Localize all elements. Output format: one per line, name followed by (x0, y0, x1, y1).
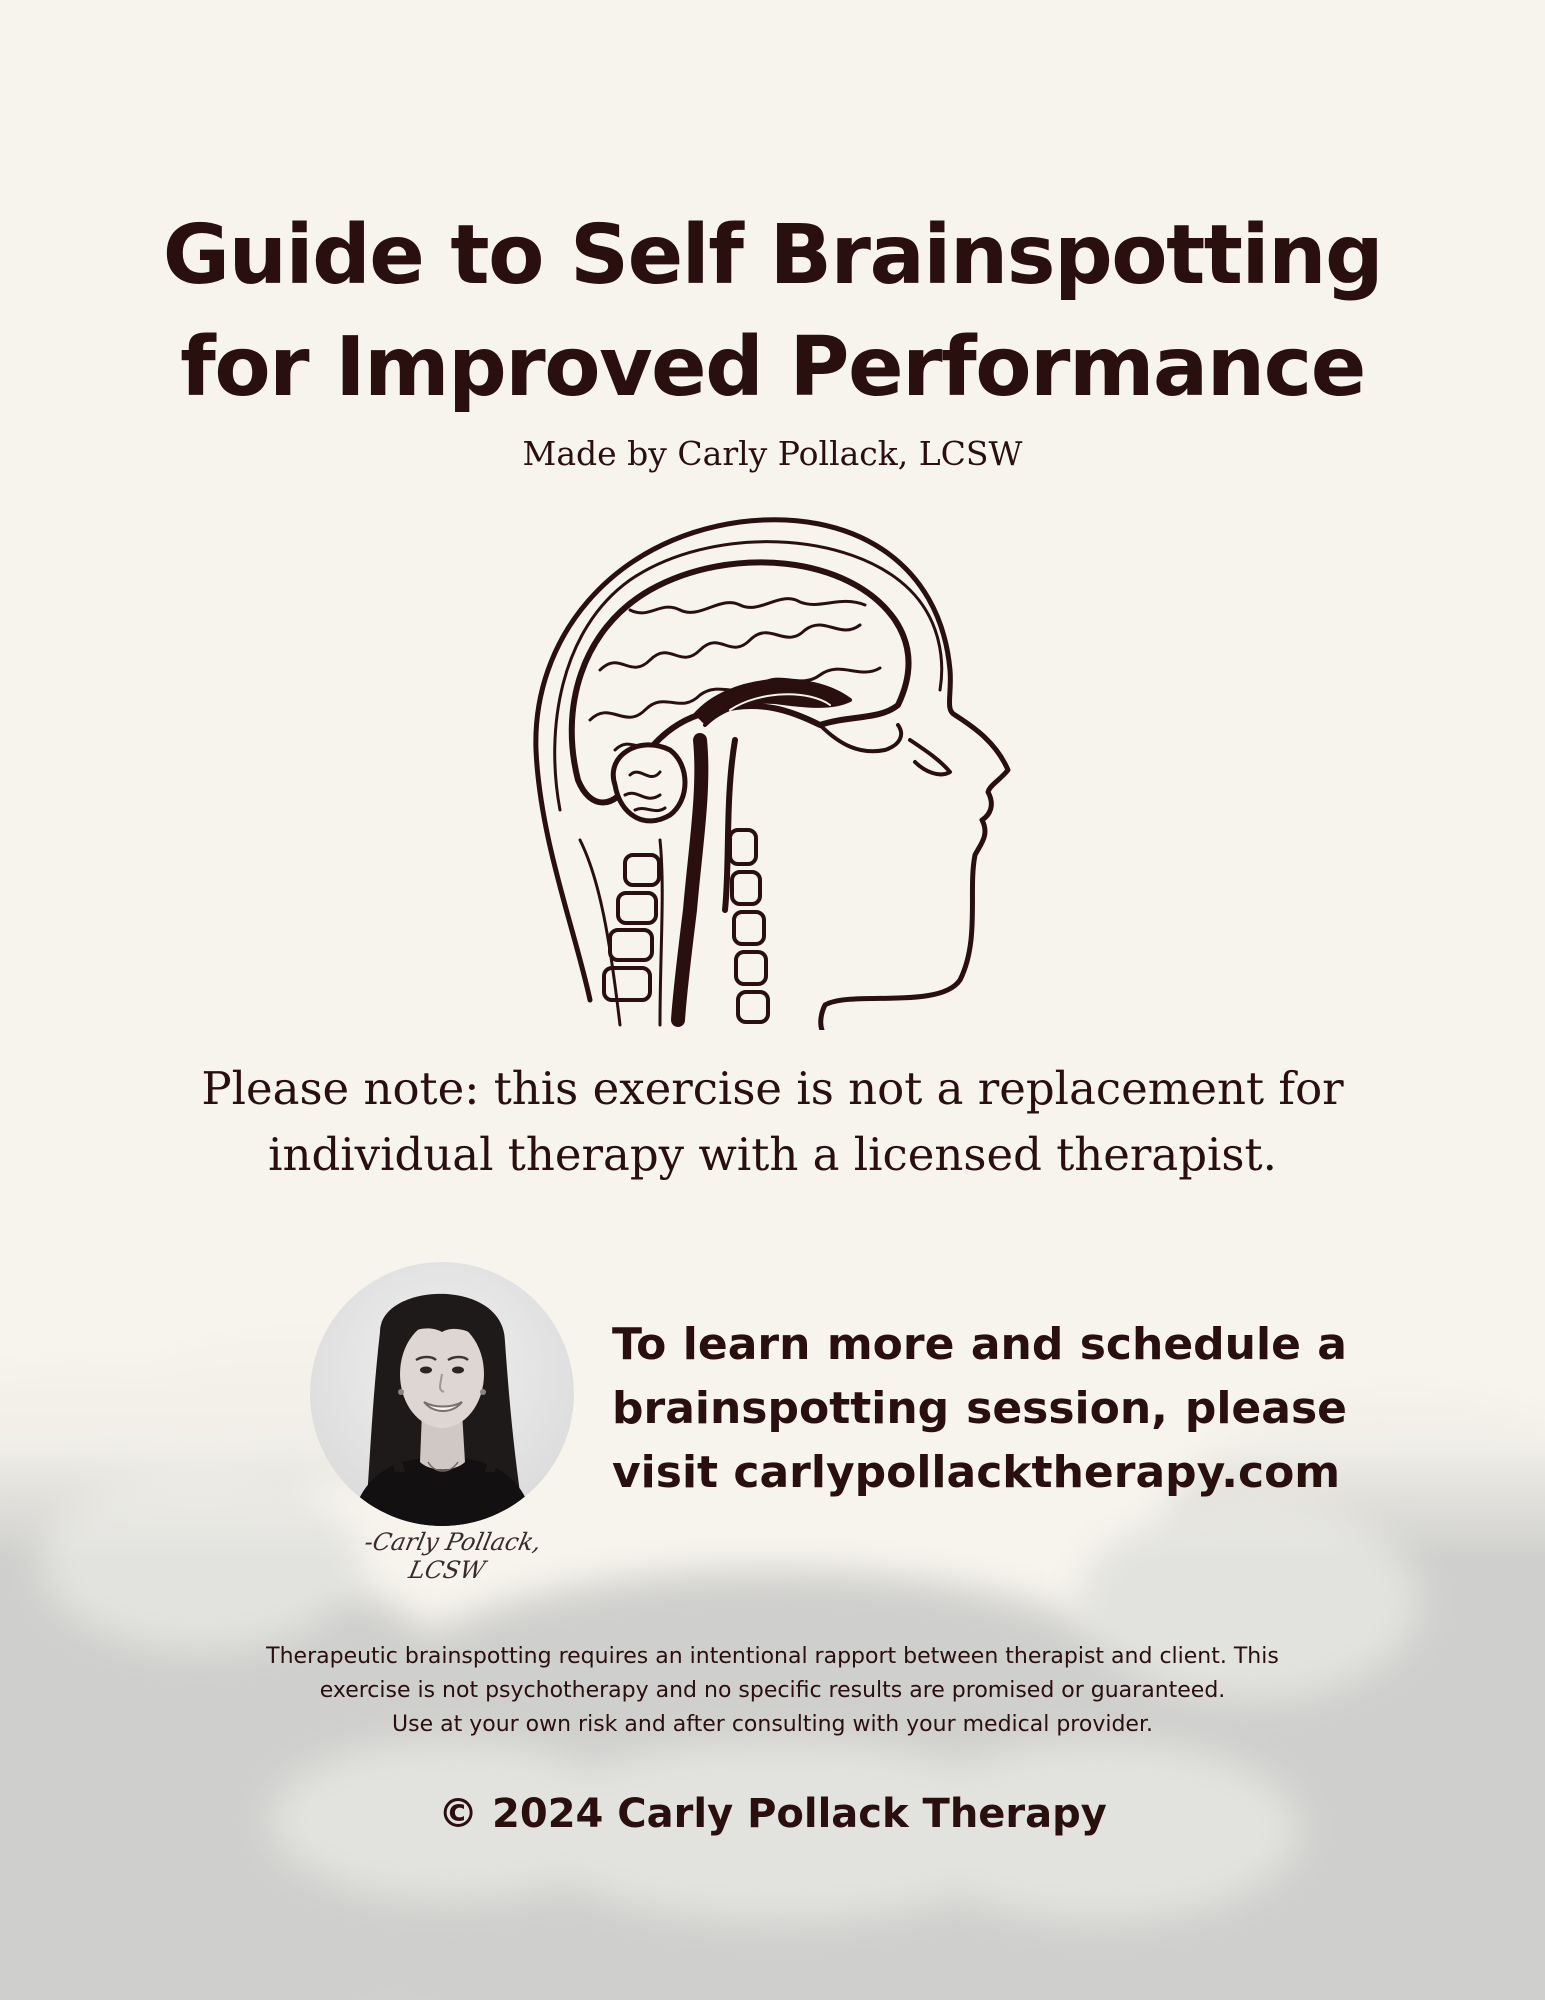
note-line-1: Please note: this exercise is not a replacement for (201, 1062, 1344, 1115)
disclaimer-line-3: Use at your own risk and after consulting with your medical provider. (392, 1712, 1153, 1737)
brain-head-illustration (520, 510, 1020, 1030)
cta-line-1: To learn more and schedule a (612, 1319, 1347, 1370)
legal-disclaimer (0, 1640, 1545, 1742)
signature: -Carly Pollack, LCSW (361, 1528, 544, 1584)
cta-line-3: visit carlypollacktherapy.com (612, 1447, 1341, 1498)
copyright: © 2024 Carly Pollack Therapy (438, 1791, 1107, 1837)
call-to-action (612, 1313, 1347, 1505)
disclaimer-note (0, 1056, 1545, 1188)
title-line-1: Guide to Self Brainspotting (162, 208, 1383, 303)
disclaimer-line-2: exercise is not psychotherapy and no specific results are promised or guaranteed. (319, 1678, 1226, 1703)
therapist-portrait (310, 1262, 574, 1526)
page-title (0, 200, 1545, 424)
title-line-2: for Improved Performance (180, 320, 1365, 415)
author-subtitle: Made by Carly Pollack, LCSW (522, 434, 1023, 473)
note-line-2: individual therapy with a licensed therapist. (268, 1128, 1277, 1181)
disclaimer-line-1: Therapeutic brainspotting requires an intentional rapport between therapist and client. This (266, 1644, 1279, 1669)
cta-line-2: brainspotting session, please (612, 1383, 1347, 1434)
